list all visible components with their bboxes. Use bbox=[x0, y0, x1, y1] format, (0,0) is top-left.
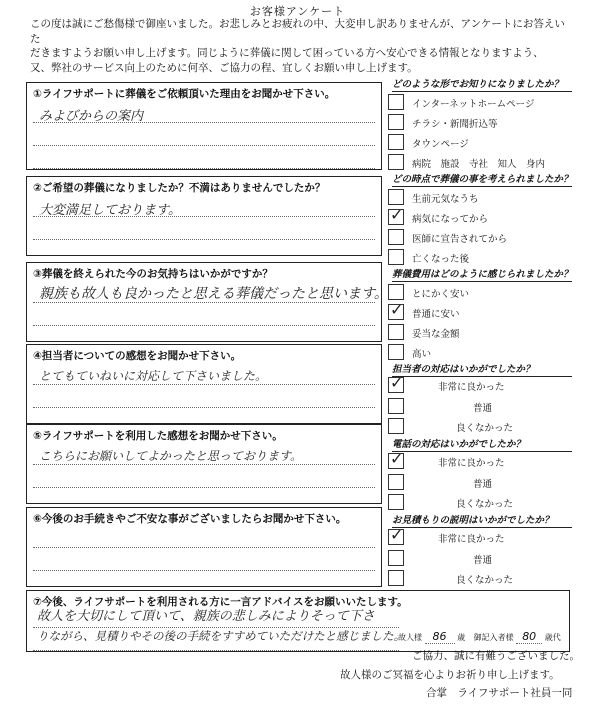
intro-line-2: だきますようお願い申し上げます。同じように葬儀に関して困っている方へ安心できる情報となりますよう、 bbox=[30, 47, 544, 59]
form-title: お客様アンケート bbox=[249, 5, 346, 18]
checkbox[interactable] bbox=[388, 300, 404, 320]
staff-heading: 担当者の対応はいかがでしたか？ bbox=[392, 361, 572, 377]
checkbox[interactable] bbox=[388, 154, 404, 170]
age-row bbox=[398, 630, 561, 644]
checkbox[interactable] bbox=[388, 134, 404, 150]
question-6-label: ⑥今後のお手続きやご不安な事がございましたらお聞かせ下さい。 bbox=[33, 513, 347, 525]
checkbox[interactable] bbox=[388, 550, 404, 566]
question-3-label: ③葬儀を終えられた今のお気持ちはいかがですか？ bbox=[33, 268, 273, 280]
checkbox[interactable] bbox=[388, 398, 404, 414]
question-4-label: ④担当者についての感想をお聞かせ下さい。 bbox=[33, 350, 242, 362]
checkbox[interactable] bbox=[388, 373, 404, 393]
intro-line-3: 又、弊社のサービス向上のために何卒、ご協力の程、宜しくお願い申し上げます。 bbox=[30, 61, 418, 74]
checkbox[interactable] bbox=[388, 344, 404, 360]
check-mark-icon: ✓ bbox=[390, 373, 404, 392]
checkbox[interactable] bbox=[388, 284, 404, 300]
question-2-answer[interactable]: 大変満足しております。 bbox=[39, 203, 181, 218]
question-6-box bbox=[26, 507, 382, 587]
check-mark-icon: ✓ bbox=[390, 300, 404, 319]
checkbox[interactable] bbox=[388, 570, 404, 586]
checkbox[interactable] bbox=[388, 114, 404, 130]
checkbox[interactable] bbox=[388, 418, 404, 434]
question-3-answer[interactable]: 親族も故人も良かったと思える葬儀だったと思います。 bbox=[39, 286, 388, 302]
intro-text bbox=[30, 17, 570, 75]
thanks-text: ご協力、誠に有難うございました。 bbox=[412, 650, 580, 662]
checkbox[interactable] bbox=[388, 205, 404, 225]
writer-age-label: 御記入者様 bbox=[473, 633, 514, 642]
signature-text: 合掌 ライフサポート社員一同 bbox=[426, 687, 573, 699]
check-mark-icon: ✓ bbox=[390, 525, 404, 544]
checkbox[interactable] bbox=[388, 229, 404, 245]
intro-line-1: この度は誠にご愁傷様で御座いました。お悲しみとお疲れの中、大変申し訳ありませんが、アンケートにお答えいた bbox=[30, 18, 565, 45]
question-5-answer[interactable]: こちらにお願いしてよかったと思っております。 bbox=[39, 449, 303, 463]
writer-age-unit: 歳代 bbox=[544, 633, 561, 642]
checkbox[interactable] bbox=[388, 474, 404, 490]
question-1-box bbox=[26, 82, 382, 170]
question-7-answer-line-2[interactable]: りながら、見積りやその後の手続をすすめていただけたと感じました。 bbox=[37, 629, 406, 643]
question-1-answer[interactable]: みよびからの案内 bbox=[39, 109, 144, 124]
when-considered-heading: どの時点で葬儀の事を考えられましたか？ bbox=[392, 171, 572, 187]
how-known-heading: どのような形でお知りになりましたか？ bbox=[392, 76, 572, 92]
deceased-age-field[interactable]: 86 bbox=[425, 630, 455, 644]
estimate-heading: お見積もりの説明はいかがでしたか？ bbox=[392, 512, 572, 528]
checkbox[interactable] bbox=[388, 249, 404, 265]
question-7-label: ⑦今後、ライフサポートを利用される方に一言アドバイスをお願いいたします。 bbox=[33, 596, 408, 608]
question-2-label: ②ご希望の葬儀になりましたか？不満はありませんでしたか？ bbox=[33, 182, 326, 194]
check-mark-icon: ✓ bbox=[390, 205, 404, 224]
deceased-age-label: 故人様 bbox=[398, 633, 422, 642]
check-mark-icon: ✓ bbox=[390, 449, 404, 468]
question-5-label: ⑤ライフサポートを利用した感想をお聞かせ下さい。 bbox=[33, 430, 283, 442]
question-4-box bbox=[26, 344, 382, 424]
question-5-box bbox=[26, 424, 382, 504]
question-7-answer-line-1[interactable]: 故人を大切にして頂いて、親族の悲しみによりそって下さ bbox=[37, 609, 375, 624]
phone-heading: 電話の対応はいかがでしたか？ bbox=[392, 436, 572, 452]
checkbox[interactable] bbox=[388, 189, 404, 205]
question-4-answer[interactable]: とてもていねいに対応して下さいました。 bbox=[39, 369, 268, 383]
cost-heading: 葬儀費用はどのように感じられましたか？ bbox=[392, 266, 572, 282]
checkbox[interactable] bbox=[388, 449, 404, 469]
checkbox[interactable] bbox=[388, 324, 404, 340]
question-1-label: ①ライフサポートに葬儀をご依頼頂いた理由をお聞かせ下さい。 bbox=[33, 88, 336, 100]
writer-age-field[interactable]: 80 bbox=[516, 630, 542, 644]
question-3-box bbox=[26, 262, 388, 342]
question-2-box bbox=[26, 176, 382, 256]
deceased-age-unit: 歳 bbox=[457, 633, 466, 642]
checkbox[interactable] bbox=[388, 94, 404, 110]
checkbox[interactable] bbox=[388, 525, 404, 545]
prayer-text: 故人様のご冥福を心よりお祈り申し上げます。 bbox=[340, 669, 560, 681]
checkbox[interactable] bbox=[388, 494, 404, 510]
